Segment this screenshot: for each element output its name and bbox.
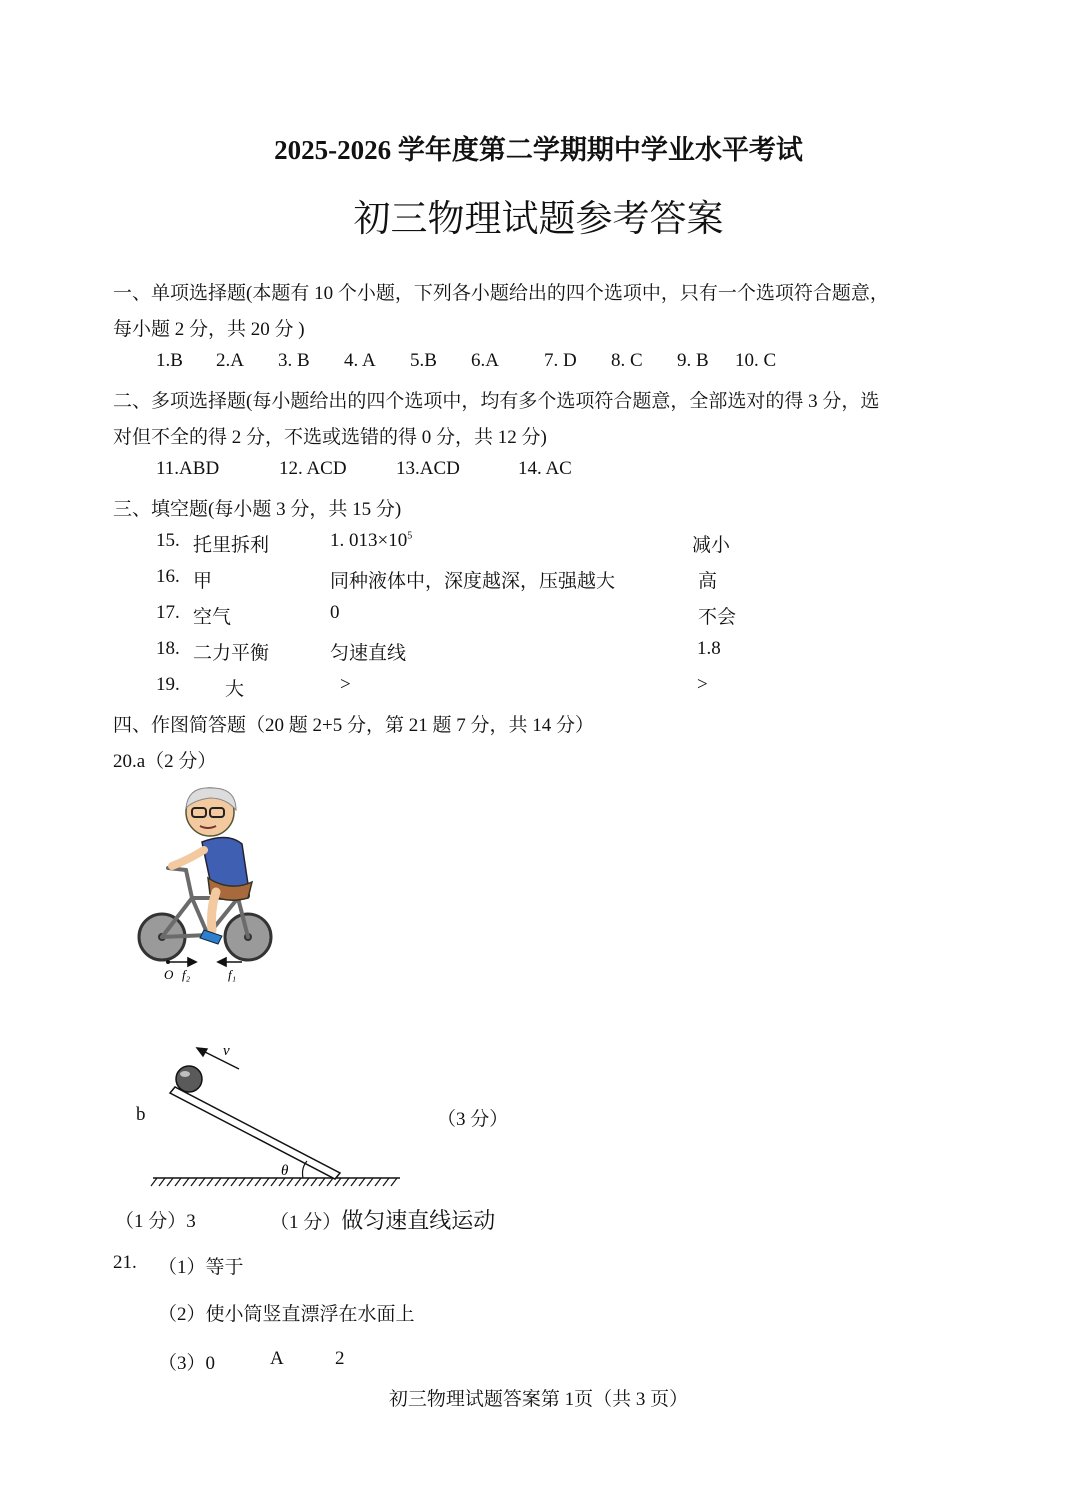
q21-part1: （1）等于 [158,1257,244,1278]
q21-number: 21. [113,1252,137,1273]
angle-label: θ [281,1163,289,1179]
q15-number: 15. [156,530,180,551]
q15-answer-b: 1. $013\times 10^5$ [330,530,413,551]
origin-point [166,960,170,964]
hatch-mark [151,1178,157,1186]
answer-5: 5.B [410,350,437,371]
q17-answer-a: 空气 [193,607,232,628]
hatch-mark [247,1178,253,1186]
answer-4: 4. A [344,350,376,371]
q16-answer-a: 甲 [193,571,213,592]
hatch-mark [191,1178,197,1186]
hatch-mark [271,1178,277,1186]
q18-answer-b: 匀速直线 [330,643,407,664]
q18-answer-a: 二力平衡 [193,643,270,664]
cyclist-figure [130,780,290,990]
q17-answer-b: 0 [330,602,340,623]
q19-answer-a: 大 [225,679,245,700]
q20c-part2 [270,1204,495,1235]
hatch-mark [351,1178,357,1186]
hatch-mark [263,1178,269,1186]
incline-figure [145,1035,410,1195]
q17-number: 17. [156,602,180,623]
hatch-mark [231,1178,237,1186]
q18-answer-c: 1.8 [697,638,721,659]
hatch-mark [215,1178,221,1186]
hatch-mark [199,1178,205,1186]
q20c-part1: （1 分）3 [115,1211,196,1232]
section1-heading-line1: 一、单项选择题(本题有 10 个小题，下列各小题给出的四个选项中，只有一个选项符合题意， [113,283,889,304]
hatch-mark [367,1178,373,1186]
answer-8: 8. C [611,350,643,371]
velocity-label: v [223,1043,230,1059]
inclined-plane [170,1087,340,1179]
hatch-mark [359,1178,365,1186]
q19-number: 19. [156,674,180,695]
answer-key-title: 初三物理试题参考答案 [353,197,724,240]
q20a-label: 20.a（2 分） [113,751,217,772]
q15-exponent: 5 [407,530,413,542]
ball [176,1066,202,1092]
hatch-mark [295,1178,301,1186]
answer-9: 9. B [677,350,709,371]
hatch-mark [175,1178,181,1186]
ground-hatch-lines [151,1178,397,1186]
hatch-mark [207,1178,213,1186]
q20b-points: （3 分） [437,1109,509,1130]
f2-label: f₂ [182,967,191,982]
q21-part3-c: 2 [335,1348,345,1369]
page-footer: 初三物理试题答案第 1页（共 3 页） [388,1389,689,1410]
q20c-part2-text: 做匀速直线运动 [341,1209,496,1234]
q19-answer-c: > [697,674,708,695]
q15-answer-a: 托里拆利 [193,535,270,556]
answer-13: 13.ACD [396,458,460,479]
answer-6: 6.A [471,350,499,371]
f1-label: f₁ [228,967,237,982]
hatch-mark [279,1178,285,1186]
hatch-mark [223,1178,229,1186]
q20c-part2-points: （1 分） [270,1212,342,1233]
q15-answer-c: 减小 [692,535,731,556]
hatch-mark [159,1178,165,1186]
section1-heading-line2: 每小题 2 分，共 20 分 ) [113,319,305,340]
hatch-mark [343,1178,349,1186]
q19-answer-b: > [340,674,351,695]
hatch-mark [311,1178,317,1186]
q21-part3-label: （3）0 [158,1353,216,1374]
q21-part3-b: A [270,1348,284,1369]
q16-answer-c: 高 [698,571,718,592]
answer-10: 10. C [735,350,777,371]
q16-answer-b: 同种液体中，深度越深，压强越大 [330,571,616,592]
q16-number: 16. [156,566,180,587]
exam-title: 2025-2026 学年度第二学期期中学业水平考试 [274,135,803,165]
hatch-mark [327,1178,333,1186]
section4-heading: 四、作图简答题（20 题 2+5 分，第 21 题 7 分，共 14 分） [113,715,594,736]
answer-2: 2.A [216,350,244,371]
hatch-mark [391,1178,397,1186]
answer-12: 12. ACD [279,458,347,479]
answer-14: 14. AC [518,458,572,479]
q18-number: 18. [156,638,180,659]
hatch-mark [375,1178,381,1186]
hatch-mark [335,1178,341,1186]
answer-3: 3. B [278,350,310,371]
q20b-label: b [136,1104,146,1125]
hatch-mark [319,1178,325,1186]
answer-1: 1.B [156,350,183,371]
velocity-arrow [197,1048,239,1069]
hatch-mark [183,1178,189,1186]
section2-heading-line2: 对但不全的得 2 分，不选或选错的得 0 分，共 12 分) [113,427,547,448]
q21-part2: （2）使小筒竖直漂浮在水面上 [158,1304,415,1325]
q17-answer-c: 不会 [698,607,737,628]
hatch-mark [383,1178,389,1186]
answer-7: 7. D [544,350,577,371]
section2-heading-line1: 二、多项选择题(每小题给出的四个选项中，均有多个选项符合题意，全部选对的得 3 分，选 [113,391,880,412]
section3-heading: 三、填空题(每小题 3 分，共 15 分) [113,499,402,520]
answer-11: 11.ABD [156,458,220,479]
hatch-mark [167,1178,173,1186]
origin-label: O [164,967,174,982]
hatch-mark [239,1178,245,1186]
hatch-mark [303,1178,309,1186]
hatch-mark [287,1178,293,1186]
hatch-mark [255,1178,261,1186]
